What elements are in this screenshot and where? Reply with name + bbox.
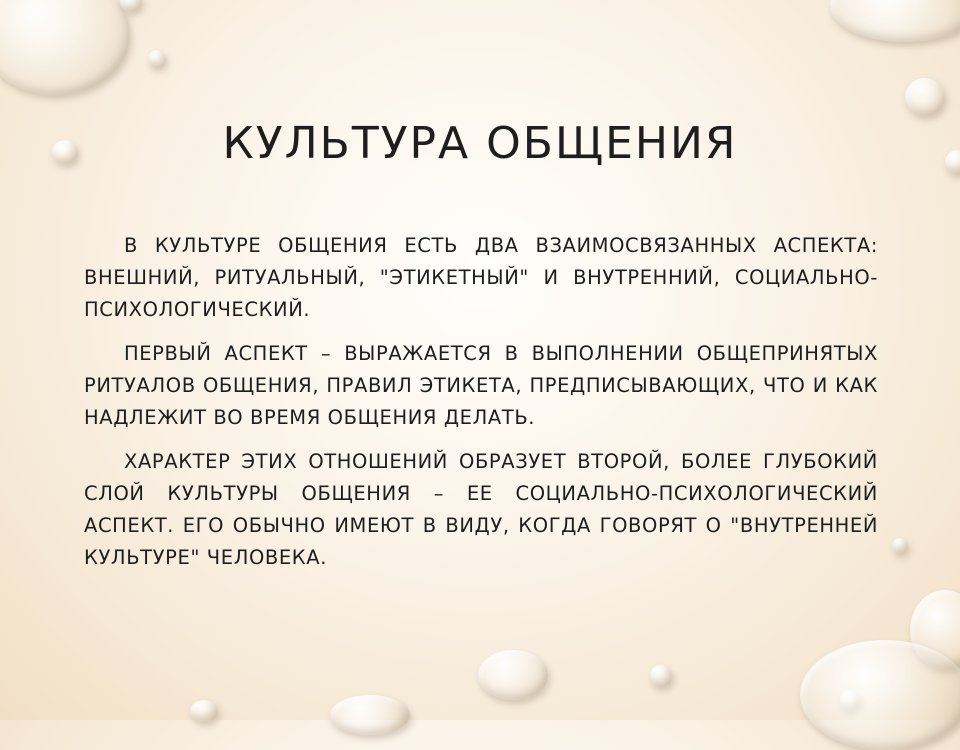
water-drop-decoration [148,50,166,68]
water-drop-decoration [650,665,672,687]
slide-body [84,230,878,586]
body-paragraph: ХАРАКТЕР ЭТИХ ОТНОШЕНИЙ ОБРАЗУЕТ ВТОРОЙ, БОЛЕЕ ГЛУБОКИЙ СЛОЙ КУЛЬТУРЫ ОБЩЕНИЯ – ЕЕ СОЦИАЛЬНО-ПСИХОЛОГИЧЕСКИЙ АСПЕКТ. ЕГО ОБЫЧНО ИМЕЮТ В ВИДУ, КОГДА ГОВОРЯТ О "ВНУТРЕННЕЙ КУЛЬТУРЕ" ЧЕЛОВЕКА. [84,450,878,569]
water-drop-decoration [478,650,548,700]
water-drop-decoration [830,0,960,42]
water-drop-decoration [800,640,960,750]
body-paragraph: ПЕРВЫЙ АСПЕКТ – ВЫРАЖАЕТСЯ В ВЫПОЛНЕНИИ ОБЩЕПРИНЯТЫХ РИТУАЛОВ ОБЩЕНИЯ, ПРАВИЛ ЭТИКЕТА, ПРЕДПИСЫВАЮЩИХ, ЧТО И КАК НАДЛЕЖИТ ВО ВРЕМЯ ОБЩЕНИЯ ДЕЛАТЬ. [84,342,878,429]
body-paragraph: В КУЛЬТУРЕ ОБЩЕНИЯ ЕСТЬ ДВА ВЗАИМОСВЯЗАННЫХ АСПЕКТА: ВНЕШНИЙ, РИТУАЛЬНЫЙ, "ЭТИКЕТНЫЙ" И ВНУТРЕННИЙ, СОЦИАЛЬНО-ПСИХОЛОГИЧЕСКИЙ. [84,234,878,321]
water-drop-decoration [892,538,908,554]
slide-title: КУЛЬТУРА ОБЩЕНИЯ [222,118,738,169]
water-drop-decoration [190,700,218,722]
water-drop-decoration [0,0,130,95]
water-drop-decoration [330,695,410,735]
water-drop-decoration [905,78,945,116]
